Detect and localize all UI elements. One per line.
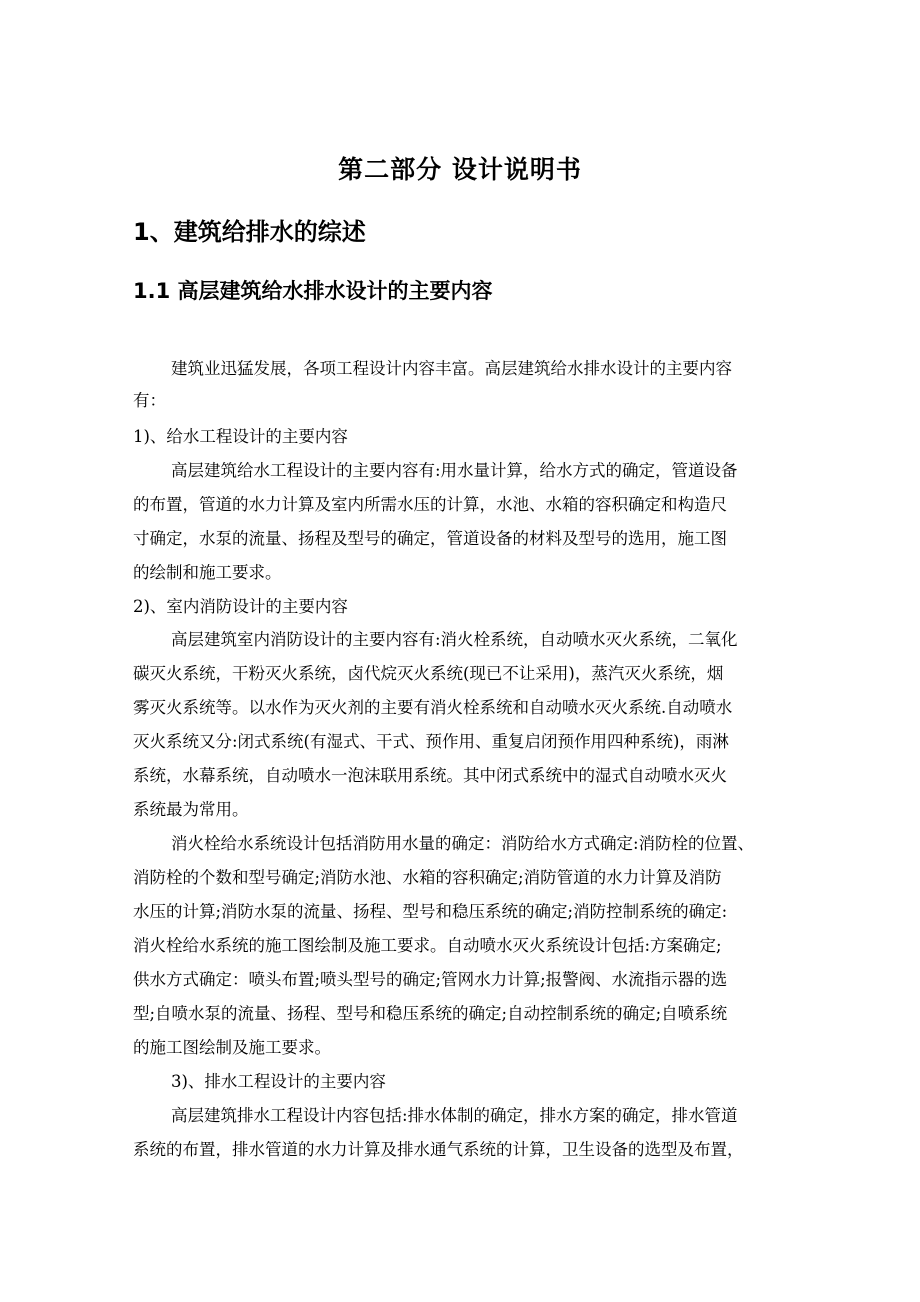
text-line: 有： — [133, 391, 166, 410]
list-item-heading: 1)、给水工程设计的主要内容 — [133, 427, 348, 446]
text-line: 型;自喷水泵的流量、扬程、型号和稳压系统的确定;自动控制系统的确定;自喷系统 — [133, 1004, 728, 1023]
text-line: 水压的计算;消防水泵的流量、扬程、型号和稳压系统的确定;消防控制系统的确定: — [133, 902, 728, 921]
text-line: 系统的布置，排水管道的水力计算及排水通气系统的计算，卫生设备的选型及布置， — [133, 1140, 744, 1159]
text-line: 雾灭火系统等。以水作为灭火剂的主要有消火栓系统和自动喷水灭火系统.自动喷水 — [133, 698, 733, 717]
text-line: 的绘制和施工要求。 — [133, 563, 282, 582]
text-line: 碳灭火系统，干粉灭火系统，卤代烷灭火系统(现已不让采用)，蒸汽灭火系统，烟 — [133, 664, 724, 683]
text-line: 灭火系统又分:闭式系统(有湿式、干式、预作用、重复启闭预作用四种系统)，雨淋 — [133, 732, 729, 751]
text-line: 高层建筑给水工程设计的主要内容有:用水量计算，给水方式的确定，管道设备 — [171, 461, 738, 480]
text-line: 消火栓给水系统设计包括消防用水量的确定：消防给水方式确定:消防栓的位置、 — [171, 834, 755, 853]
list-item-heading: 2)、室内消防设计的主要内容 — [133, 597, 348, 616]
section-heading: 1、建筑给排水的综述 — [133, 218, 366, 246]
list-item-heading: 3)、排水工程设计的主要内容 — [171, 1072, 386, 1091]
text-line: 供水方式确定：喷头布置;喷头型号的确定;管网水力计算;报警阀、水流指示器的选 — [133, 970, 728, 989]
text-line: 高层建筑排水工程设计内容包括:排水体制的确定，排水方案的确定，排水管道 — [171, 1106, 738, 1125]
text-line: 的布置，管道的水力计算及室内所需水压的计算，水池、水箱的容积确定和构造尺 — [133, 495, 727, 514]
text-line: 系统，水幕系统，自动喷水一泡沫联用系统。其中闭式系统中的湿式自动喷水灭火 — [133, 766, 727, 785]
text-line: 消防栓的个数和型号确定;消防水池、水箱的容积确定;消防管道的水力计算及消防 — [133, 868, 722, 887]
text-line: 寸确定，水泵的流量、扬程及型号的确定，管道设备的材料及型号的选用，施工图 — [133, 529, 727, 548]
text-line: 消火栓给水系统的施工图绘制及施工要求。自动喷水灭火系统设计包括:方案确定; — [133, 936, 722, 955]
text-line: 高层建筑室内消防设计的主要内容有:消火栓系统，自动喷水灭火系统，二氧化 — [171, 630, 738, 649]
page-title: 第二部分 设计说明书 — [338, 155, 582, 184]
subsection-heading: 1.1 高层建筑给水排水设计的主要内容 — [133, 279, 493, 303]
text-line: 系统最为常用。 — [133, 800, 249, 819]
text-line: 的施工图绘制及施工要求。 — [133, 1038, 331, 1057]
text-line: 建筑业迅猛发展，各项工程设计内容丰富。高层建筑给水排水设计的主要内容 — [171, 359, 732, 378]
